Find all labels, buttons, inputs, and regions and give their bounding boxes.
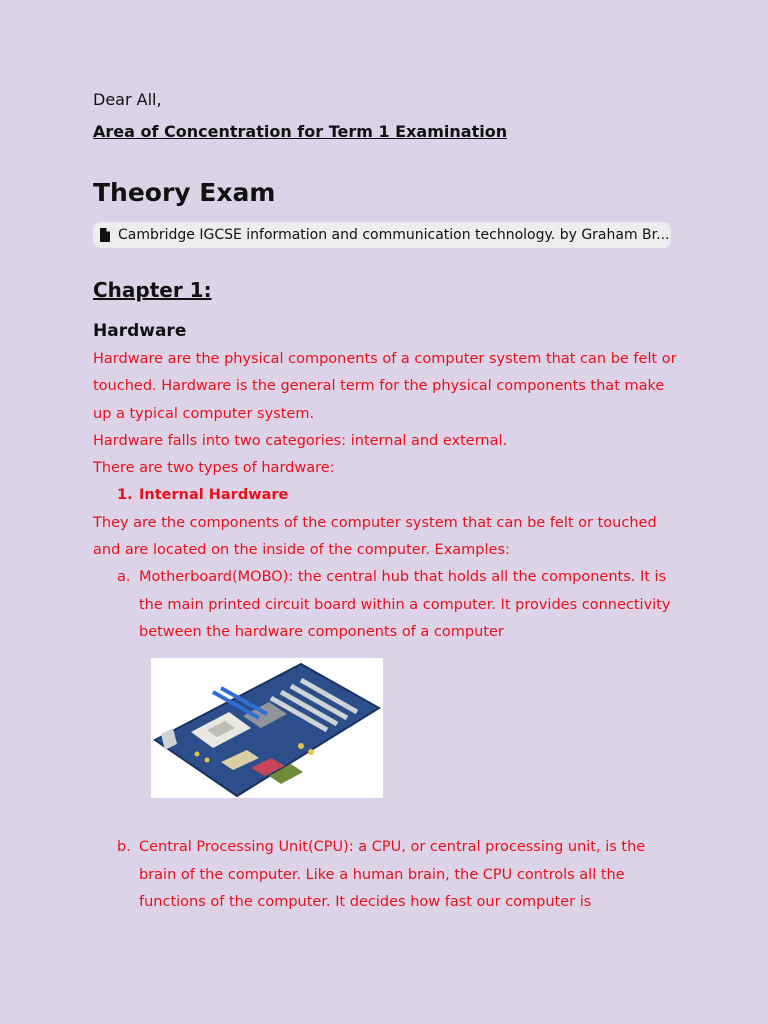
list-marker: b. <box>117 839 131 856</box>
attachment-label: Cambridge IGCSE information and communication technology. by Graham Br... <box>118 227 670 243</box>
attachment-chip[interactable] <box>93 222 671 248</box>
numbered-item-internal <box>93 482 683 509</box>
list-number: 1. <box>117 487 133 504</box>
list-item-cpu <box>93 834 683 916</box>
paragraph-definition: Hardware are the physical components of a computer system that can be felt or touched. Hardware is the general term for the physical components that make up a typical computer system. <box>93 351 677 422</box>
list-item-text: Motherboard(MOBO): the central hub that holds all the components. It is the main printed circuit board within a computer. It provides connectivity between the hardware components of a computer <box>139 569 671 640</box>
file-icon <box>99 228 111 242</box>
section-title: Theory Exam <box>93 178 276 207</box>
list-item-motherboard <box>93 564 683 646</box>
chapter-title: Chapter 1: <box>93 278 212 302</box>
motherboard-image <box>151 658 383 798</box>
topic-title: Hardware <box>93 321 187 341</box>
document-page <box>93 88 683 916</box>
paragraph-types: There are two types of hardware: <box>93 460 335 477</box>
paragraph-internal-intro: They are the components of the computer system that can be felt or touched and are located on the inside of the computer. Examples: <box>93 514 657 559</box>
numbered-item-label: Internal Hardware <box>139 487 289 504</box>
list-marker: a. <box>117 569 131 586</box>
paragraph-categories: Hardware falls into two categories: internal and external. <box>93 432 508 449</box>
list-item-text: Central Processing Unit(CPU): a CPU, or central processing unit, is the brain of the computer. Like a human brain, the CPU controls all the functions of the computer. It decides how fast our computer is <box>139 839 646 910</box>
document-subtitle: Area of Concentration for Term 1 Examination <box>93 122 508 141</box>
motherboard-illustration <box>151 658 383 798</box>
greeting: Dear All, <box>93 90 162 109</box>
